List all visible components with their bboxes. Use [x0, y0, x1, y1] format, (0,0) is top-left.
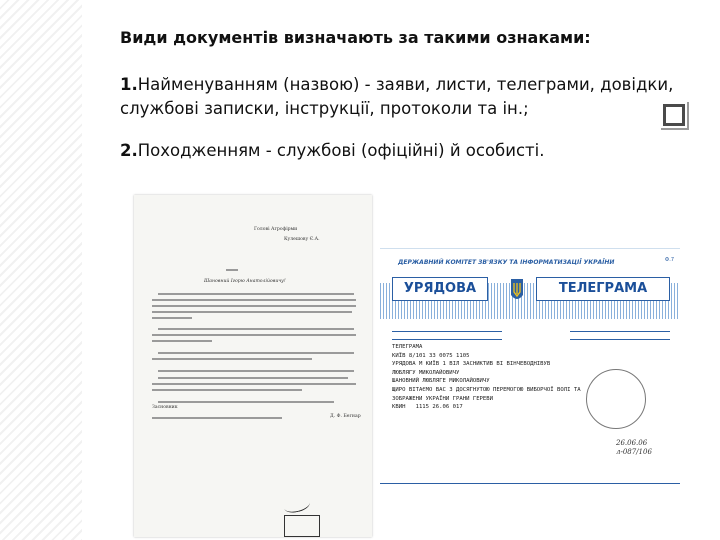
checkbox-icon — [663, 104, 685, 126]
list-item-text: Найменуванням (назвою) - заяви, листи, телеграми, довідки, службові записки, інструкції, протоколи та ін.; — [120, 75, 674, 118]
list-item-number: 2. — [120, 141, 138, 160]
telegram-line: ЛЮБЛЯГУ МИКОЛАЙОВИЧУ — [392, 369, 460, 376]
letter-document-image — [134, 195, 372, 537]
telegram-title-right: ТЕЛЕГРАМА — [536, 277, 670, 301]
telegram-line: ТЕЛЕГРАМА — [392, 344, 423, 350]
telegram-line: ШАНОВНИЙ ЛЮБЛЯГЕ МИКОЛАЙОВИЧУ — [392, 378, 490, 385]
letter-greeting: Шановний Ігорю Анатолійовичу! — [204, 279, 286, 284]
telegram-header: ДЕРЖАВНИЙ КОМІТЕТ ЗВ'ЯЗКУ ТА ІНФОРМАТИЗАЦІЇ УКРАЇНИ — [398, 259, 615, 266]
telegram-line: ЩИРО ВІТАЄМО ВАС З ДОСЯГНУТОЮ ПЕРЕМОГОЮ ВИБОРЧОЇ ВОЛІ ТА — [392, 386, 581, 393]
telegram-line: ЗОБРАЖЕНИ УКРАЇНИ ГРАНИ ГЕРЕВИ — [392, 395, 494, 402]
telegram-handwriting — [616, 439, 652, 457]
list-item-2 — [120, 139, 680, 163]
letter-addressee-name: Кулешову Є.А. — [284, 237, 320, 242]
slide-content — [120, 28, 680, 181]
list-item-1 — [120, 73, 680, 121]
telegram-footer — [380, 483, 680, 493]
telegram-document-image — [380, 248, 680, 493]
slide-heading: Види документів визначають за такими ознаками: — [120, 28, 591, 47]
handwritten-number: л-087/106 — [616, 448, 652, 456]
telegram-line: КИЇВ 8/101 33 0075 1105 — [392, 352, 470, 359]
letter-addressee: Голові Агрофірми — [254, 227, 298, 232]
trident-emblem-icon — [510, 277, 524, 303]
handwritten-date: 26.06.06 — [616, 439, 648, 447]
decorative-stripes — [0, 0, 82, 540]
telegram-body — [392, 343, 581, 412]
telegram-line: УРЯДОВА М КИЇВ 1 ВІЛ ЗАСНИКТИВ ВІ ВІНЧЕВОДНІВУВ — [392, 361, 551, 368]
signature-scribble — [283, 496, 311, 515]
registration-stamp — [284, 515, 320, 537]
list-item-number: 1. — [120, 75, 138, 94]
letter-signer: Д. Ф. Бегнар — [330, 414, 361, 419]
telegram-line: КВИН 1115 26.06 017 — [392, 404, 463, 411]
telegram-title-left: УРЯДОВА — [392, 277, 488, 301]
list-item-text: Походженням - службові (офіційні) й особисті. — [137, 141, 545, 160]
telegram-form-code: Ф.7 — [664, 257, 674, 263]
letter-closing: Засновник — [152, 405, 178, 410]
postmark-stamp — [586, 369, 646, 429]
